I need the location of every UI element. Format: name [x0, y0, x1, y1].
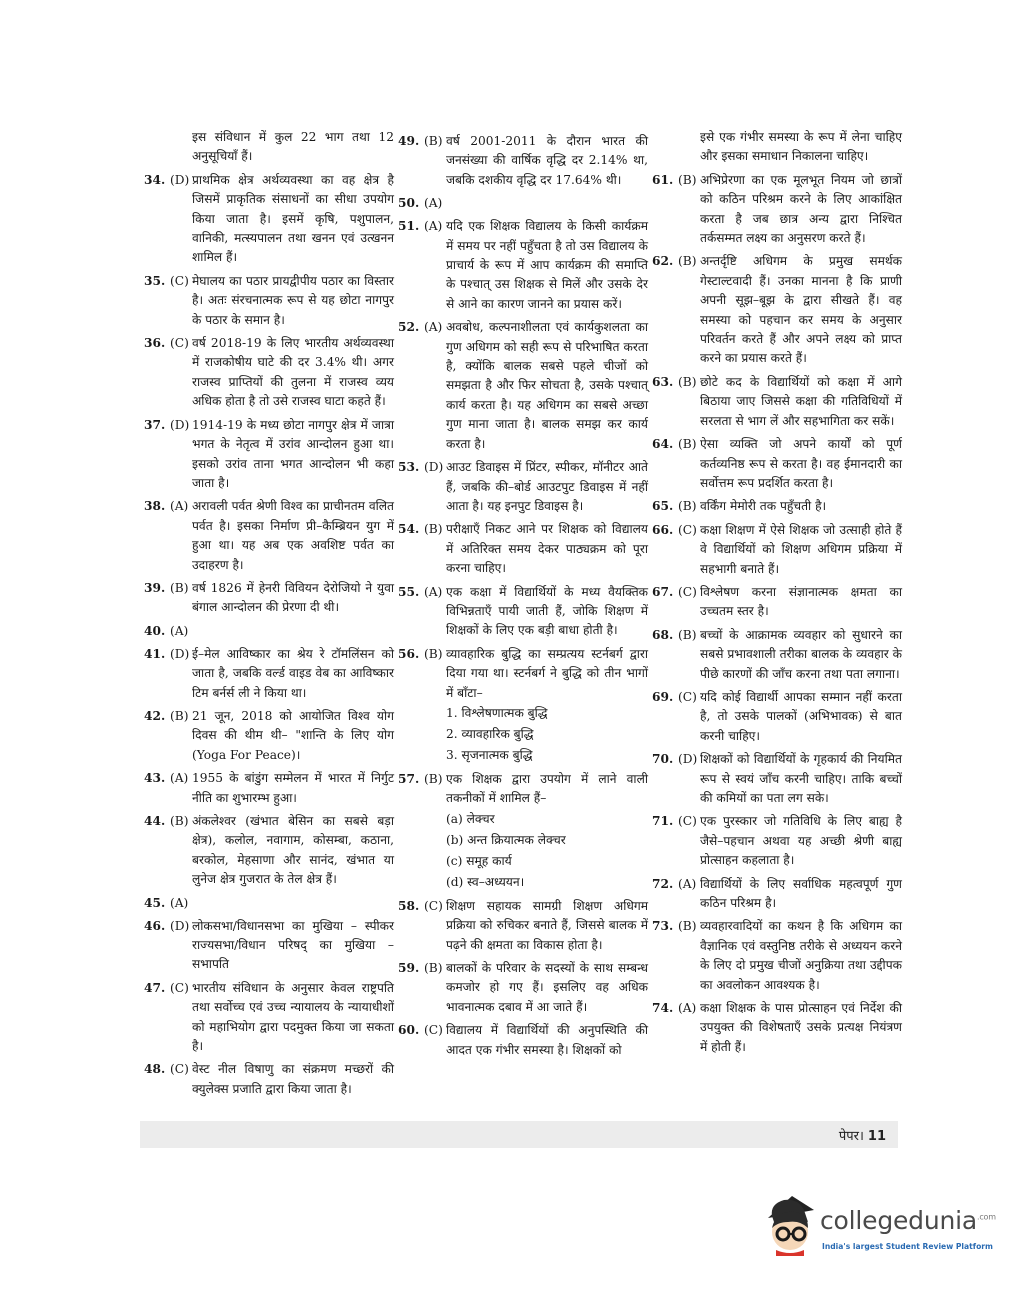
- page-footer: [140, 1121, 898, 1148]
- column-2: [398, 128, 648, 1060]
- answer-option: (C): [678, 689, 697, 704]
- answer-item: [144, 769, 394, 808]
- answer-option: (D): [170, 918, 190, 933]
- footer-label: पेपर।: [838, 1129, 864, 1144]
- answer-explanation: शिक्षकों को विद्यार्थियों के गृहकार्य की नियमित रूप से स्वयं जाँच करनी चाहिए। ताकि बच्चों की कमियों का पता लग सके।: [700, 752, 902, 805]
- question-number: 37.: [144, 417, 166, 432]
- answer-item: [652, 626, 902, 684]
- answer-item: [398, 194, 648, 213]
- answer-option: (B): [678, 172, 697, 187]
- answer-explanation: वर्ष 2001-2011 के दौरान भारत की जनसंख्या की वार्षिक वृद्धि दर 2.14% था, जबकि दशकीय वृद्धि दर 17.64% थी।: [446, 134, 648, 187]
- answer-explanation: 1955 के बांडुंग सम्मेलन में भारत में निर्गुट नीति का शुभारम्भ हुआ।: [192, 771, 394, 805]
- answer-explanation: आउट डिवाइस में प्रिंटर, स्पीकर, मॉनीटर आते हैं, जबकि की–बोर्ड आउटपुट डिवाइस में नहीं आता है। यह इनपुट डिवाइस है।: [446, 460, 648, 513]
- question-number: 69.: [652, 689, 674, 704]
- answer-option: (B): [678, 254, 697, 269]
- answer-item: [398, 897, 648, 955]
- answer-explanation: वेस्ट नील विषाणु का संक्रमण मच्छरों की क्युलेक्स प्रजाति द्वारा किया जाता है।: [192, 1062, 394, 1096]
- question-number: 73.: [652, 919, 674, 934]
- answer-option: (A): [170, 499, 189, 514]
- answer-explanation: विद्यालय में विद्यार्थियों की अनुपस्थिति की आदत एक गंभीर समस्या है। शिक्षकों को: [446, 1023, 648, 1057]
- sub-list-item: (c) समूह कार्य: [446, 853, 512, 868]
- answer-option: (C): [678, 814, 697, 829]
- question-number: 47.: [144, 980, 166, 995]
- answer-option: (D): [424, 460, 444, 475]
- question-number: 61.: [652, 172, 674, 187]
- answer-explanation: वर्किंग मेमोरी तक पहुँचती है।: [700, 499, 827, 514]
- question-number: 67.: [652, 584, 674, 599]
- answer-explanation: परीक्षाएँ निकट आने पर शिक्षक को विद्यालय में अतिरिक्त समय देकर पाठ्यक्रम को पूरा करना चाहिए।: [446, 522, 648, 576]
- answer-option: (C): [424, 1023, 443, 1038]
- answer-item: [652, 252, 902, 368]
- question-number: 60.: [398, 1023, 420, 1038]
- question-number: 71.: [652, 814, 674, 829]
- answer-explanation: एक पुरस्कार जो गतिविधि के लिए बाह्य है जैसे–पहचान अथवा यह अच्छी श्रेणी बाह्य प्रोत्साहन कहलाता है।: [700, 814, 902, 868]
- answer-option: (B): [170, 708, 189, 723]
- answer-explanation: कक्षा शिक्षक के पास प्रोत्साहन एवं निर्देश की उपयुक्त की विशेषताएँ उसके प्रत्यक्ष नियंत्रण में होती हैं।: [700, 1001, 902, 1054]
- question-number: 42.: [144, 708, 166, 723]
- answer-explanation: अभिप्रेरणा का एक मूलभूत नियम जो छात्रों को कठिन परिश्रम करने के लिए आकांक्षित करता है जब छात्र अन्य द्वारा निश्चित तर्कसम्मत लक्ष्य का अनुसरण करते हैं।: [700, 172, 902, 246]
- question-number: 50.: [398, 196, 420, 211]
- question-number: 58.: [398, 898, 420, 913]
- answer-option: (A): [424, 320, 443, 335]
- answer-item: [652, 373, 902, 431]
- answer-option: (A): [424, 219, 443, 234]
- question-number: 55.: [398, 584, 420, 599]
- answer-item: [144, 707, 394, 765]
- sub-list-item: (b) अन्त क्रियात्मक लेक्चर: [446, 832, 566, 847]
- answer-option: (A): [678, 876, 697, 891]
- answer-item: [652, 171, 902, 249]
- answer-item: [398, 583, 648, 641]
- answer-explanation: भारतीय संविधान के अनुसार केवल राष्ट्रपति तथा सर्वोच्च एवं उच्च न्यायालय के न्यायाधीशों को महाभियोग द्वारा पदमुक्त किया जा सकता है।: [192, 980, 394, 1054]
- answer-list: [144, 171, 394, 1099]
- answer-item: [398, 770, 648, 893]
- answer-item: [398, 520, 648, 578]
- question-number: 57.: [398, 771, 420, 786]
- answer-explanation: वर्ष 1826 में हेनरी विवियन देरोजियो ने युवा बंगाल आन्दोलन की प्रेरणा दी थी।: [192, 580, 394, 615]
- answer-item: [652, 521, 902, 579]
- answer-explanation: 1914-19 के मध्य छोटा नागपुर क्षेत्र में जात्रा भगत के नेतृत्व में उरांव आन्दोलन हुआ था। इसको उरांव ताना भगत आन्दोलन भी कहा जाता है।: [192, 417, 394, 490]
- answer-option: (A): [424, 584, 443, 599]
- answer-option: (B): [170, 814, 189, 828]
- answer-option: (B): [678, 374, 697, 389]
- question-number: 59.: [398, 961, 420, 975]
- answer-item: [144, 645, 394, 703]
- answer-item: [144, 1060, 394, 1099]
- answer-explanation: मेघालय का पठार प्रायद्वीपीय पठार का विस्तार है। अतः संरचनात्मक रूप से यह छोटा नागपुर के पठार के समान है।: [192, 273, 394, 327]
- answer-item: [144, 917, 394, 975]
- question-number: 39.: [144, 580, 166, 595]
- question-number: 36.: [144, 336, 166, 351]
- answer-option: (C): [424, 898, 443, 913]
- question-number: 64.: [652, 437, 674, 452]
- answer-item: [144, 579, 394, 618]
- question-number: 38.: [144, 499, 166, 514]
- question-number: 49.: [398, 134, 420, 148]
- answer-explanation: विद्यार्थियों के लिए सर्वाधिक महत्वपूर्ण गुण कठिन परिश्रम है।: [700, 876, 902, 911]
- answer-explanation: छोटे कद के विद्यार्थियों को कक्षा में आगे बिठाया जाए जिससे कक्षा की गतिविधियों में सरलता से भाग लें और सहभागिता कर सकें।: [700, 374, 902, 428]
- answer-item: [652, 435, 902, 493]
- question-number: 56.: [398, 646, 420, 661]
- answer-explanation: एक शिक्षक द्वारा उपयोग में लाने वाली तकनीकों में शामिल हैं–: [446, 771, 648, 806]
- answer-item: [144, 894, 394, 913]
- answer-explanation: विश्लेषण करना संज्ञानात्मक क्षमता का उच्चतम स्तर है।: [700, 584, 902, 619]
- answer-option: (B): [170, 580, 189, 595]
- answer-explanation: यदि कोई विद्यार्थी आपका सम्मान नहीं करता है, तो उसके पालकों (अभिभावक) से बात करनी चाहिए।: [700, 689, 902, 743]
- sub-list-item: 3. सृजनात्मक बुद्धि: [446, 747, 533, 762]
- answer-item: [398, 318, 648, 454]
- answer-explanation: [192, 622, 394, 641]
- question-number: 66.: [652, 522, 674, 537]
- answer-item: [652, 750, 902, 808]
- answer-option: (D): [170, 646, 190, 661]
- answer-explanation: व्यावहारिक बुद्धि का सम्प्रत्यय स्टर्नबर्ग द्वारा दिया गया था। स्टर्नबर्ग ने बुद्धि को तीन भागों में बाँटा–: [446, 646, 648, 700]
- answer-explanation: अंकलेश्वर (खंभात बेसिन का सबसे बड़ा क्षेत्र), कलोल, नवागाम, कोसम्बा, कठाना, बरकोल, मेहसाणा और सानंद, खंभात या लुनेज क्षेत्र गुजरात के तेल क्षेत्र हैं।: [192, 814, 394, 887]
- question-number: 70.: [652, 752, 674, 767]
- answer-option: (B): [678, 437, 697, 452]
- question-number: 72.: [652, 876, 674, 891]
- question-number: 44.: [144, 814, 166, 828]
- answer-option: (A): [170, 895, 189, 910]
- answer-explanation: 21 जून, 2018 को आयोजित विश्व योग दिवस की थीम थी– "शान्ति के लिए योग (Yoga For Peace)।: [192, 708, 394, 762]
- answer-item: [652, 497, 902, 516]
- answer-option: (A): [678, 1001, 697, 1016]
- page-number: 11: [867, 1129, 886, 1144]
- answer-explanation: [446, 194, 648, 213]
- answer-option: (B): [424, 646, 443, 661]
- answer-list: [398, 132, 648, 1060]
- answer-item: [652, 812, 902, 870]
- question-number: 62.: [652, 254, 674, 269]
- sub-list-item: (a) लेक्चर: [446, 811, 495, 826]
- answer-option: (C): [678, 522, 697, 537]
- brand-tagline: India's largest Student Review Platform: [822, 1242, 993, 1251]
- question-number: 53.: [398, 460, 420, 475]
- question-number: 74.: [652, 1001, 674, 1016]
- answer-explanation: ई–मेल आविष्कार का श्रेय रे टॉमलिंसन को जाता है, जबकि वर्ल्ड वाइड वेब का आविष्कार टिम बर्नर्स ली ने किया था।: [192, 646, 394, 700]
- answer-option: (B): [678, 919, 697, 934]
- answer-item: [144, 334, 394, 412]
- answer-option: (C): [170, 980, 189, 995]
- answer-item: [652, 917, 902, 995]
- answer-option: (D): [678, 752, 698, 767]
- answer-option: (B): [424, 961, 443, 975]
- answer-item: [398, 645, 648, 766]
- brand-name: collegedunia$^{.com}$: [820, 1206, 996, 1235]
- answer-item: [398, 1021, 648, 1060]
- question-number: 51.: [398, 219, 420, 234]
- answer-explanation: ऐसा व्यक्ति जो अपने कार्यों को पूर्ण कर्तव्यनिष्ठ रूप से करता है। वह ईमानदारी का सर्वोत्तम रूप प्रदर्शित करता है।: [700, 437, 902, 490]
- continued-text: इसे एक गंभीर समस्या के रूप में लेना चाहिए और इसका समाधान निकालना चाहिए।: [700, 130, 902, 164]
- answer-explanation: एक कक्षा में विद्यार्थियों के मध्य वैयक्तिक विभिन्नताएँ पायी जाती हैं, जोकि शिक्षण में शिक्षकों के लिए एक बड़ी बाधा होती है।: [446, 584, 648, 638]
- answer-item: [652, 875, 902, 914]
- answer-item: [144, 171, 394, 268]
- answer-option: (D): [170, 417, 190, 432]
- question-number: 52.: [398, 320, 420, 335]
- answer-explanation: बच्चों के आक्रामक व्यवहार को सुधारने का सबसे प्रभावशाली तरीका बालक के व्यवहार के पीछे कारणों की जाँच करना तथा पता लगाना।: [700, 627, 902, 681]
- answer-option: (B): [424, 522, 443, 537]
- answer-explanation: वर्ष 2018-19 के लिए भारतीय अर्थव्यवस्था में राजकोषीय घाटे की दर 3.4% थी। अगर राजस्व प्राप्तियों की तुलना में राजस्व व्यय अधिक होता है तो उसे राजस्व घाटा कहते हैं।: [192, 336, 394, 409]
- answer-option: (C): [678, 584, 697, 599]
- answer-item: [144, 812, 394, 890]
- answer-option: (B): [678, 499, 697, 514]
- question-number: 65.: [652, 499, 674, 514]
- question-number: 35.: [144, 273, 166, 288]
- question-number: 48.: [144, 1062, 166, 1077]
- answer-item: [398, 217, 648, 314]
- collegedunia-logo[interactable]: [762, 1192, 996, 1264]
- question-number: 43.: [144, 771, 166, 786]
- question-number: 63.: [652, 374, 674, 389]
- sub-list-item: 2. व्यावहारिक बुद्धि: [446, 726, 534, 741]
- answer-explanation: लोकसभा/विधानसभा का मुखिया – स्पीकर राज्यसभा/विधान परिषद् का मुखिया – सभापति: [192, 918, 394, 972]
- question-number: 41.: [144, 646, 166, 661]
- answer-item: [144, 622, 394, 641]
- answer-option: (C): [170, 273, 189, 288]
- answer-option: (A): [424, 196, 443, 211]
- answer-explanation: अवबोध, कल्पनाशीलता एवं कार्यकुशलता का गुण अधिगम को सही रूप से परिभाषित करता है, क्योंकि बालक सबसे पहले चीजों को समझता है और फिर सोचता है, उसके पश्चात् कार्य करता है। यह अधिगम का सबसे अच्छा गुण माना जाता है। बालक समझ कर कार्य करता है।: [446, 320, 648, 451]
- answer-explanation: [192, 894, 394, 913]
- answer-item: [144, 416, 394, 494]
- answer-explanation: व्यवहारवादियों का कथन है कि अधिगम का वैज्ञानिक एवं वस्तुनिष्ठ तरीके से अध्ययन करने के लिए दो प्रमुख चीजों अनुक्रिया तथा उद्दीपक का अवलोकन आवश्यक है।: [700, 919, 902, 992]
- column-1: [144, 128, 394, 1099]
- answer-item: [652, 688, 902, 746]
- continued-text: इस संविधान में कुल 22 भाग तथा 12 अनुसूचियाँ हैं।: [192, 130, 394, 164]
- answer-item: [652, 583, 902, 622]
- answer-explanation: कक्षा शिक्षण में ऐसे शिक्षक जो उत्साही होते हैं वे विद्यार्थियों को शिक्षण अधिगम प्रक्रिया में सहभागी बनाते हैं।: [700, 522, 902, 576]
- question-number: 68.: [652, 627, 674, 642]
- column-3: [652, 128, 902, 1057]
- footer-text: [839, 1126, 886, 1144]
- sub-list-item: 1. विश्लेषणात्मक बुद्धि: [446, 705, 548, 720]
- sub-list: [446, 809, 648, 893]
- question-number: 54.: [398, 522, 420, 537]
- sub-list-item: (d) स्व–अध्ययन।: [446, 874, 525, 889]
- answer-item: [652, 999, 902, 1057]
- answer-item: [144, 979, 394, 1057]
- question-number: 46.: [144, 918, 166, 933]
- answer-explanation: बालकों के परिवार के सदस्यों के साथ सम्बन्ध कमजोर हो गए हैं। इसलिए वह अधिक भावनात्मक दबाव में आ जाते हैं।: [446, 961, 648, 1014]
- answer-item: [398, 959, 648, 1017]
- answer-option: (C): [170, 336, 189, 351]
- answer-explanation: यदि एक शिक्षक विद्यालय के किसी कार्यक्रम में समय पर नहीं पहुँचता है तो उस विद्यालय के प्राचार्य के रूप में आप कार्यक्रम की समाप्ति के पश्चात् उस शिक्षक से मिलें और उसके देर से आने का कारण जानने का प्रयास करें।: [446, 219, 648, 311]
- answer-option: (B): [424, 771, 443, 786]
- answer-option: (C): [170, 1062, 189, 1077]
- question-number: 34.: [144, 172, 166, 187]
- answer-option: (D): [170, 172, 190, 187]
- answer-explanation: शिक्षण सहायक सामग्री शिक्षण अधिगम प्रक्रिया को रुचिकर बनाते हैं, जिससे बालक में पढ़ने की क्षमता का विकास होता है।: [446, 898, 648, 952]
- answer-option: (A): [170, 771, 189, 786]
- answer-explanation: अरावली पर्वत श्रेणी विश्व का प्राचीनतम वलित पर्वत है। इसका निर्माण प्री–कैम्ब्रियन युग में हुआ था। यह अब एक अवशिष्ट पर्वत का उदाहरण है।: [192, 499, 394, 572]
- sub-list: [446, 703, 648, 766]
- answer-item: [398, 458, 648, 516]
- answer-item: [144, 272, 394, 330]
- question-number: 45.: [144, 895, 166, 910]
- mascot-icon: [762, 1192, 818, 1256]
- answer-option: (B): [424, 134, 443, 148]
- answer-item: [144, 497, 394, 575]
- answer-list: [652, 171, 902, 1057]
- question-number: 40.: [144, 623, 166, 638]
- answer-explanation: प्राथमिक क्षेत्र अर्थव्यवस्था का वह क्षेत्र है जिसमें प्राकृतिक संसाधनों का सीधा उपयोग किया जाता है। इसमें कृषि, पशुपालन, वानिकी, मत्स्यपालन तथा खनन एवं उत्खनन शामिल हैं।: [192, 172, 394, 265]
- answer-item: [398, 132, 648, 190]
- answer-explanation: अन्तर्दृष्टि अधिगम के प्रमुख समर्थक गेस्टाल्टवादी हैं। उनका मानना है कि प्राणी अपनी सूझ–बूझ के द्वारा सीखते हैं। वह समस्या को पहचान कर समय के अनुसार परिवर्तन करते हैं और अपने लक्ष्य को प्राप्त करने का प्रयास करते हैं।: [700, 254, 902, 366]
- answer-option: (A): [170, 623, 189, 638]
- answer-option: (B): [678, 627, 697, 642]
